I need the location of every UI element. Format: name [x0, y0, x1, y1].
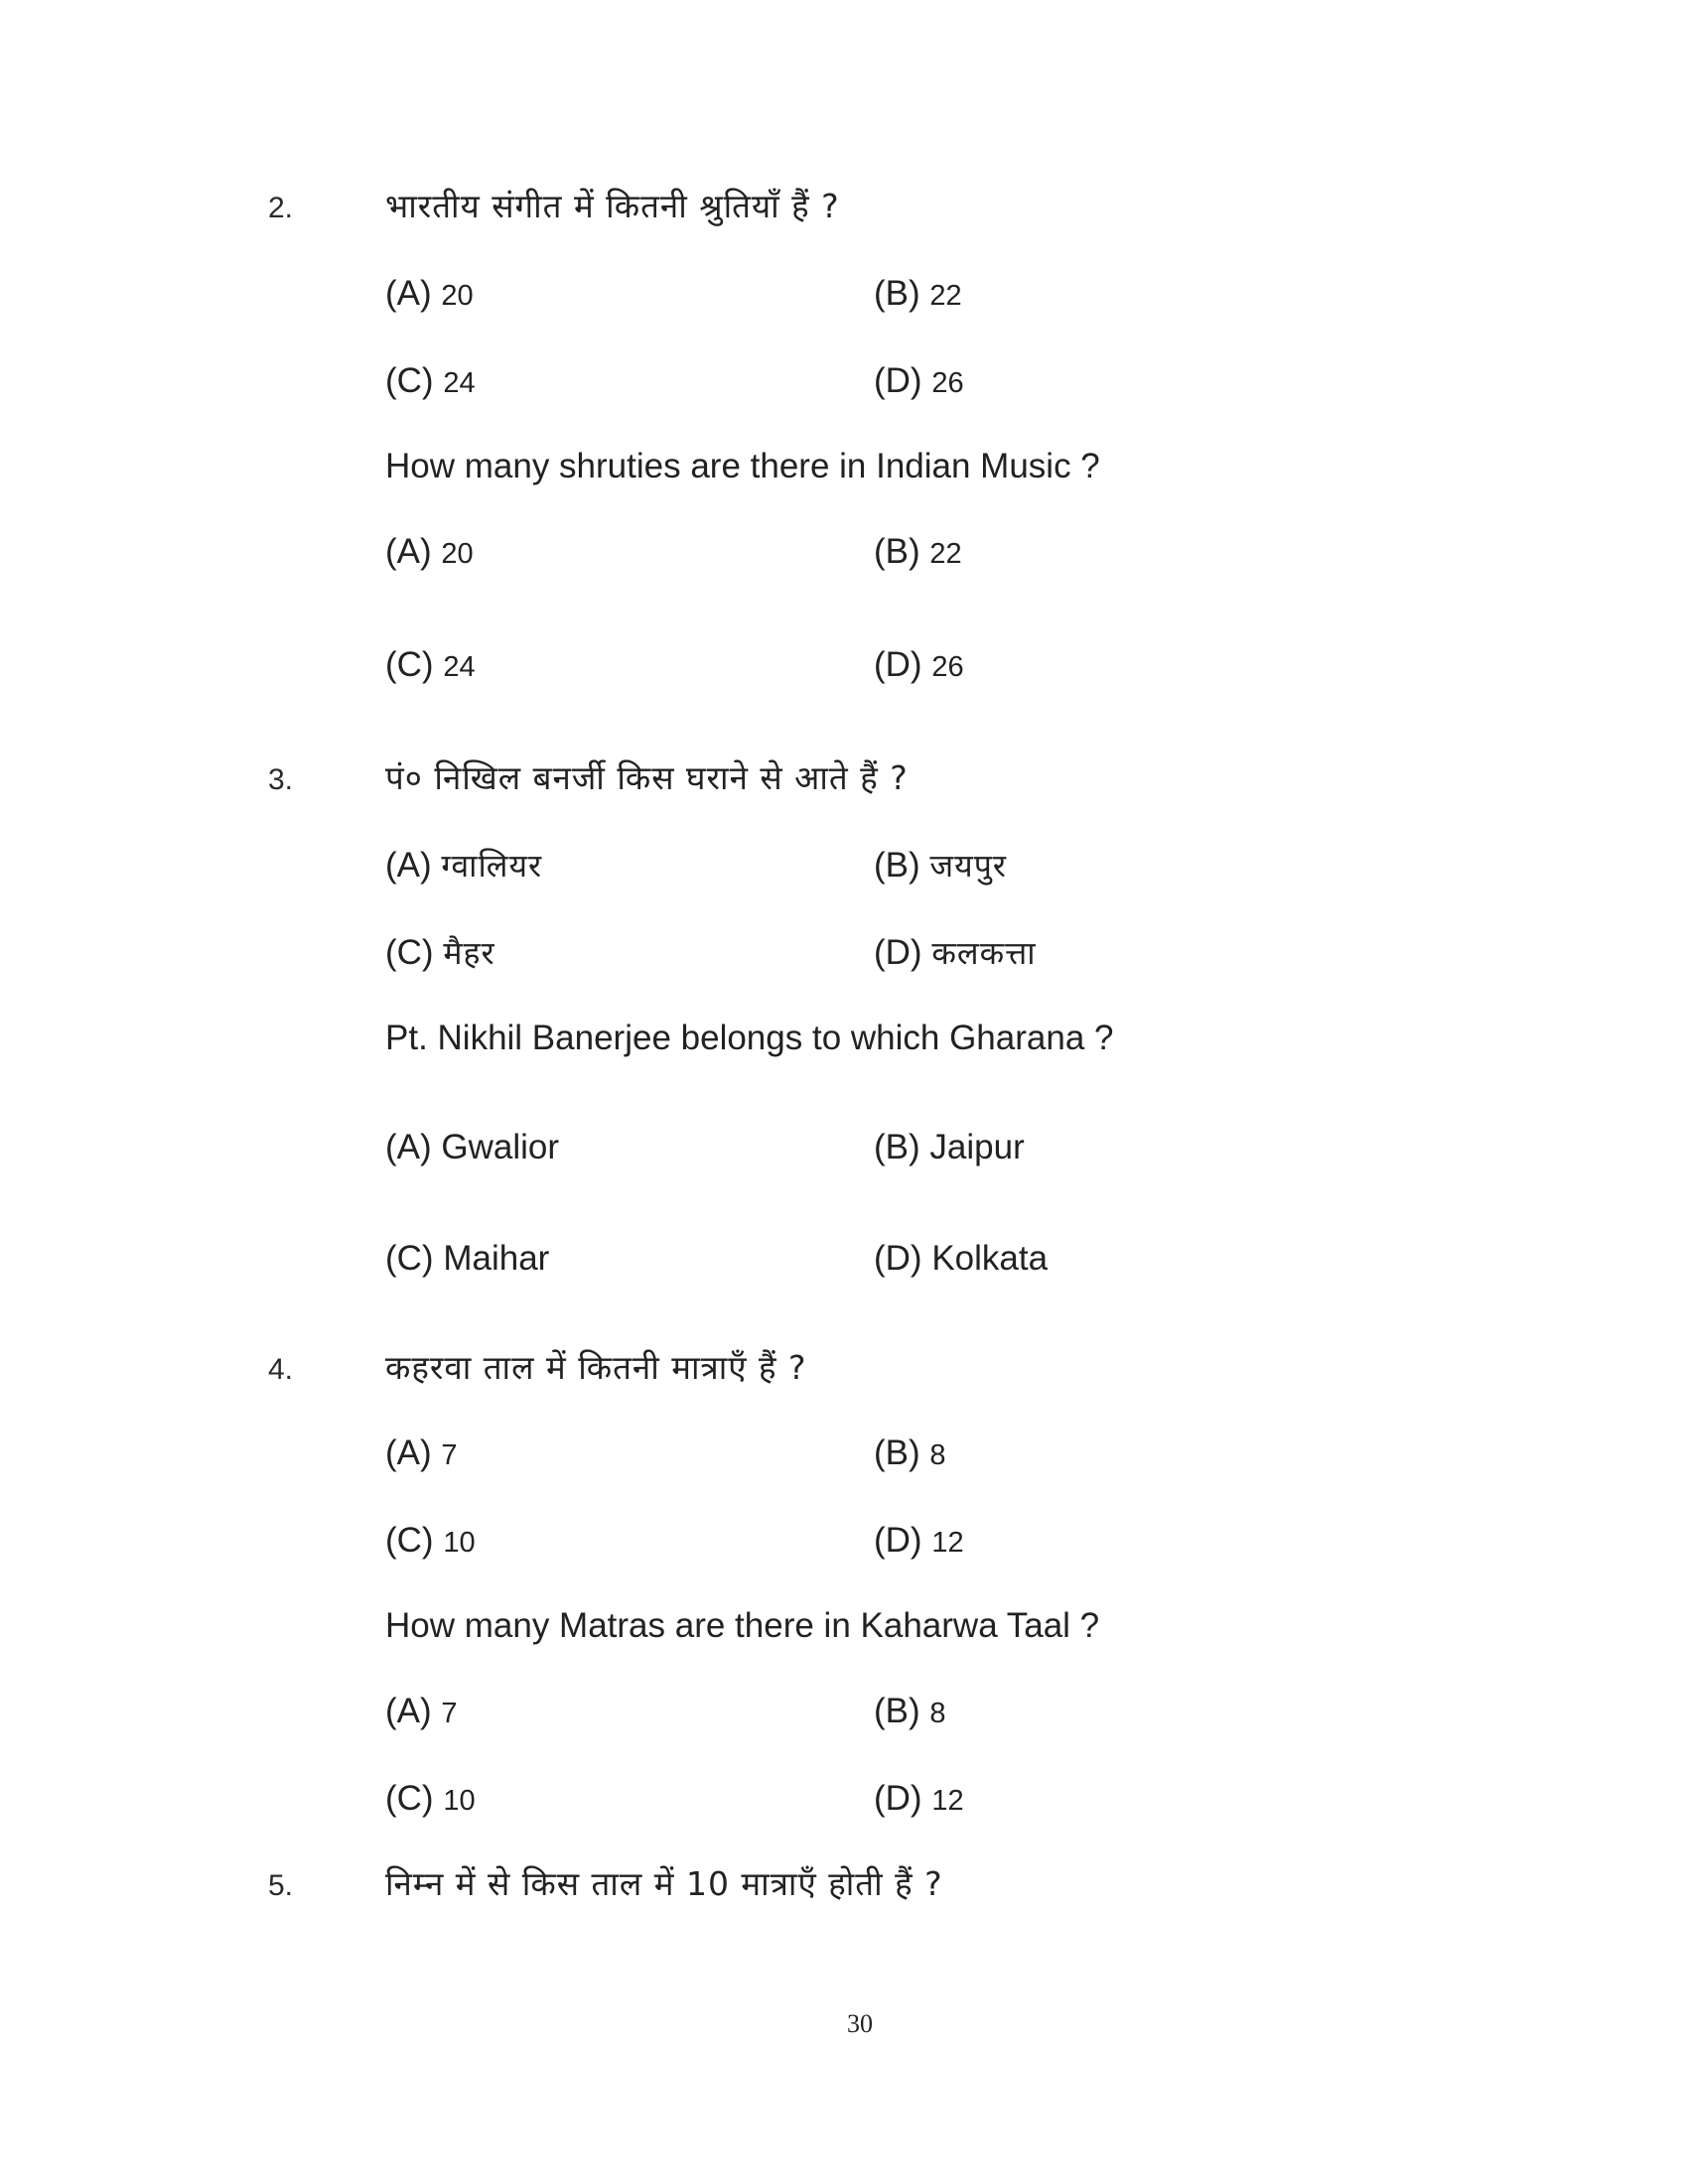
option-value: Kolkata: [931, 1239, 1049, 1278]
option-value: 26: [931, 367, 964, 399]
question-2-english-option-a: [385, 530, 474, 576]
question-3-english-option-c: [385, 1237, 549, 1281]
option-value: Maihar: [443, 1239, 550, 1278]
option-label: (B): [874, 1128, 920, 1166]
question-4-english-option-d: [874, 1777, 964, 1823]
question-4-english-option-a: [385, 1690, 458, 1735]
option-label: (D): [874, 1779, 922, 1818]
option-label: (B): [874, 846, 920, 885]
option-label: (C): [385, 1779, 434, 1818]
option-value: 24: [443, 367, 476, 399]
question-2-hindi-option-d: [874, 359, 964, 405]
question-4-hindi-option-b: [874, 1432, 946, 1477]
question-2-hindi-option-a: [385, 272, 474, 318]
question-4-hindi-option-c: [385, 1519, 476, 1565]
option-value: 7: [441, 1698, 458, 1729]
option-value: Jaipur: [929, 1128, 1025, 1166]
option-value: ग्वालियर: [441, 847, 543, 885]
option-label: (C): [385, 1521, 434, 1560]
option-label: (B): [874, 274, 920, 313]
option-value: 20: [441, 280, 474, 312]
option-label: (C): [385, 361, 434, 400]
option-label: (D): [874, 1521, 922, 1560]
option-label: (B): [874, 1433, 920, 1472]
question-2-hindi-option-b: [874, 272, 962, 318]
option-label: (C): [385, 645, 434, 684]
option-label: (B): [874, 1692, 920, 1730]
option-label: (A): [385, 1128, 432, 1166]
option-value: 10: [443, 1785, 476, 1817]
question-4-hindi-option-d: [874, 1519, 964, 1565]
page-number: 30: [847, 2009, 873, 2038]
option-label: (D): [874, 933, 922, 972]
option-value: 24: [443, 651, 476, 683]
option-value: कलकत्ता: [931, 934, 1037, 972]
option-value: 7: [441, 1439, 458, 1471]
option-label: (A): [385, 532, 432, 571]
option-label: (C): [385, 1239, 434, 1278]
option-value: जयपुर: [929, 847, 1007, 885]
option-label: (D): [874, 645, 922, 684]
question-3-number: 3.: [268, 763, 294, 796]
option-value: 8: [929, 1698, 946, 1729]
question-3-english-option-d: [874, 1237, 1048, 1281]
option-label: (B): [874, 532, 920, 571]
question-4-hindi-option-a: [385, 1432, 458, 1477]
question-2-number: 2.: [268, 192, 294, 224]
option-value: 8: [929, 1439, 946, 1471]
question-5-hindi-text: निम्न में से किस ताल में 10 मात्राएँ होती हैं ?: [385, 1864, 943, 1903]
question-3-hindi-text: पं० निखिल बनर्जी किस घराने से आते हैं ?: [385, 758, 909, 797]
question-3-hindi-option-c: [385, 931, 495, 975]
question-2-hindi-option-c: [385, 359, 476, 405]
question-2-english-text: How many shruties are there in Indian Music ?: [385, 447, 1100, 485]
option-label: (A): [385, 1433, 432, 1472]
option-value: 12: [931, 1785, 964, 1817]
option-label: (A): [385, 1692, 432, 1730]
option-label: (D): [874, 361, 922, 400]
question-3-english-option-b: [874, 1126, 1025, 1169]
question-3-hindi-option-b: [874, 844, 1007, 887]
question-2-english-option-d: [874, 643, 964, 689]
question-4-english-text: How many Matras are there in Kaharwa Taal ?: [385, 1606, 1100, 1645]
question-3-hindi-option-a: [385, 844, 542, 887]
question-4-hindi-text: कहरवा ताल में कितनी मात्राएँ हैं ?: [385, 1348, 807, 1387]
option-label: (A): [385, 846, 432, 885]
option-value: 22: [929, 538, 962, 570]
question-2-hindi-text: भारतीय संगीत में कितनी श्रुतियाँ हैं ?: [385, 187, 840, 225]
option-value: Gwalior: [441, 1128, 560, 1166]
option-value: मैहर: [443, 934, 495, 972]
question-3-english-option-a: [385, 1126, 559, 1169]
question-4-number: 4.: [268, 1353, 294, 1386]
option-value: 26: [931, 651, 964, 683]
question-3-hindi-option-d: [874, 931, 1037, 975]
question-2-english-option-b: [874, 530, 962, 576]
question-4-english-option-c: [385, 1777, 476, 1823]
option-value: 20: [441, 538, 474, 570]
question-5-number: 5.: [268, 1869, 294, 1902]
question-3-english-text: Pt. Nikhil Banerjee belongs to which Gharana ?: [385, 1019, 1114, 1057]
option-value: 22: [929, 280, 962, 312]
question-4-english-option-b: [874, 1690, 946, 1735]
option-label: (D): [874, 1239, 922, 1278]
option-value: 10: [443, 1527, 476, 1559]
question-2-english-option-c: [385, 643, 476, 689]
option-value: 12: [931, 1527, 964, 1559]
option-label: (C): [385, 933, 434, 972]
option-label: (A): [385, 274, 432, 313]
